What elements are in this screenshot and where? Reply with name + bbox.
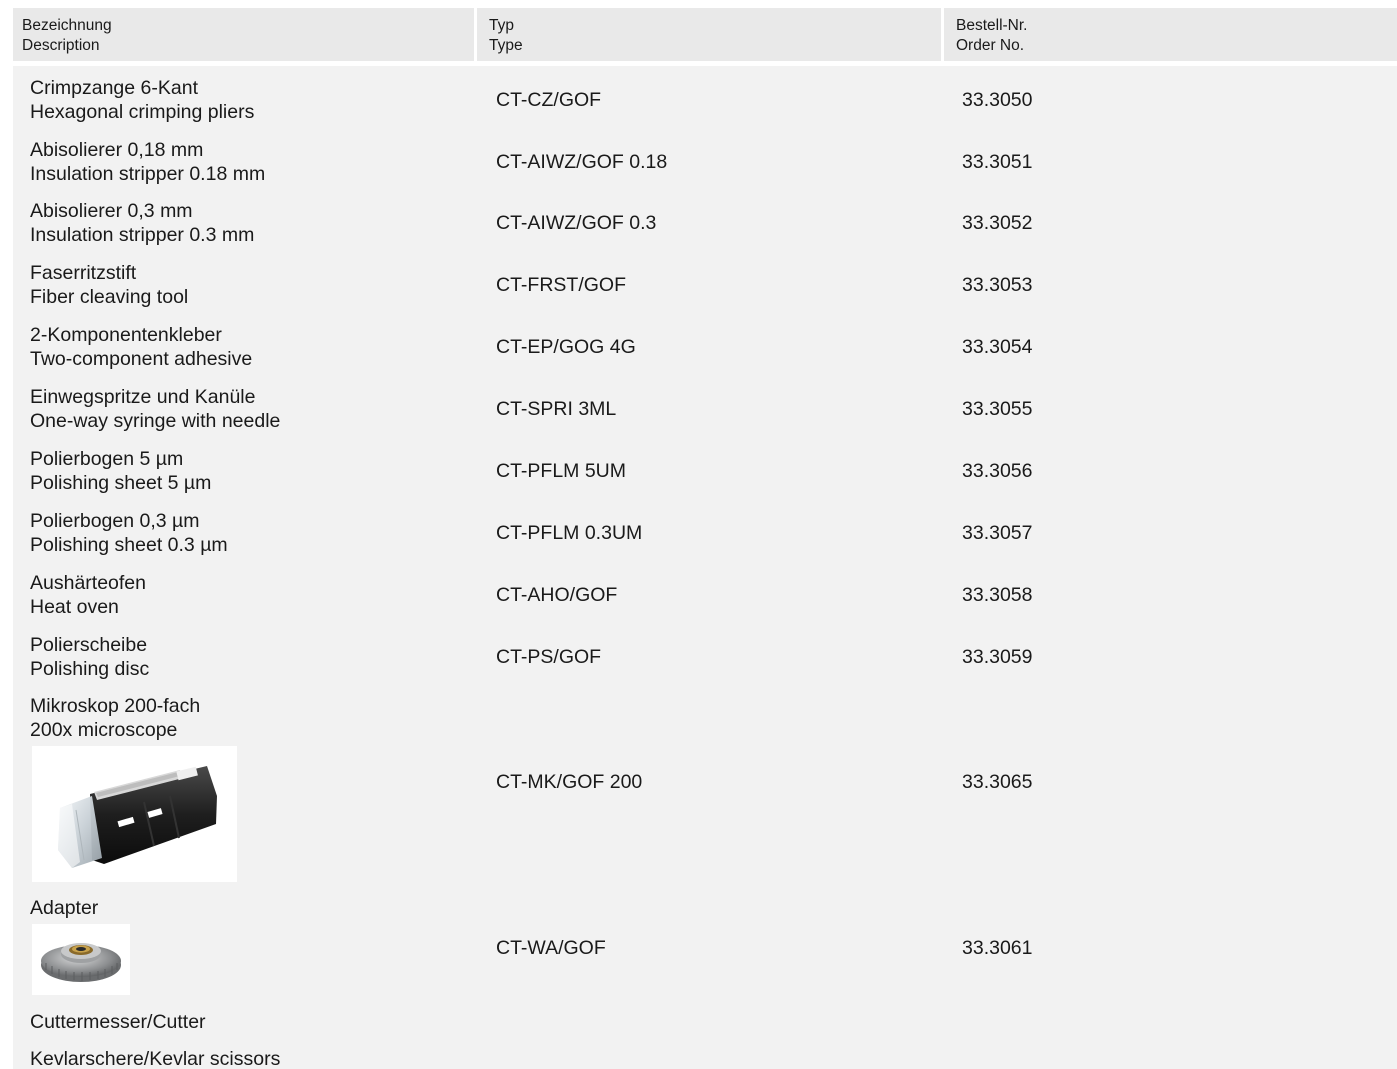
row-type: CT-WA/GOF: [496, 937, 606, 959]
row-description-en: Hexagonal crimping pliers: [30, 101, 255, 123]
row-description-en: Polishing sheet 0.3 µm: [30, 534, 228, 556]
table-row: [13, 694, 1397, 886]
row-order: 33.3058: [962, 584, 1033, 606]
row-description: [30, 633, 149, 681]
row-type: CT-PS/GOF: [496, 646, 602, 668]
header-description: [13, 8, 477, 61]
row-type: CT-PFLM 0.3UM: [496, 522, 643, 544]
table-row: [13, 199, 1397, 249]
table-row: [13, 323, 1397, 373]
row-order: 33.3065: [962, 771, 1033, 793]
row-description-de: Crimpzange 6-Kant: [30, 77, 198, 99]
row-description: [30, 323, 252, 371]
row-description: [30, 447, 211, 495]
row-description: [30, 76, 254, 124]
row-order: 33.3056: [962, 460, 1033, 482]
header-order-de: Bestell-Nr.: [956, 17, 1028, 34]
row-type: CT-AIWZ/GOF 0.18: [496, 151, 668, 173]
table-row: [13, 896, 1397, 998]
header-type-en: Type: [489, 37, 523, 54]
row-order: 33.3051: [962, 151, 1033, 173]
table-row: [13, 571, 1397, 621]
header-description-de: Bezeichnung: [22, 17, 112, 34]
header-type-de: Typ: [489, 17, 514, 34]
row-type: CT-EP/GOG 4G: [496, 336, 636, 358]
table-row: [13, 385, 1397, 435]
row-description-en: One-way syringe with needle: [30, 410, 281, 432]
row-type: CT-FRST/GOF: [496, 274, 626, 296]
row-description-de: Polierbogen 5 µm: [30, 448, 184, 470]
adapter-photo-icon: [32, 924, 130, 995]
row-description-de: Abisolierer 0,3 mm: [30, 200, 193, 222]
row-type: CT-SPRI 3ML: [496, 398, 617, 420]
row-description-en: Polishing sheet 5 µm: [30, 472, 212, 494]
row-description-en: 200x microscope: [30, 719, 178, 741]
table-row: [13, 1047, 1397, 1069]
row-order: 33.3053: [962, 274, 1033, 296]
table-row: [13, 138, 1397, 188]
table-row: [13, 509, 1397, 559]
row-description: [30, 1047, 280, 1069]
row-order: 33.3055: [962, 398, 1033, 420]
row-type: CT-PFLM 5UM: [496, 460, 627, 482]
table-row: [13, 76, 1397, 126]
row-description-de: Einwegspritze und Kanüle: [30, 386, 256, 408]
row-description: [30, 509, 228, 557]
row-type: CT-AIWZ/GOF 0.3: [496, 212, 657, 234]
row-description: [30, 199, 254, 247]
table-row: [13, 633, 1397, 683]
row-order: 33.3052: [962, 212, 1033, 234]
row-description: [30, 896, 98, 920]
row-description-en: Insulation stripper 0.18 mm: [30, 163, 266, 185]
row-description-en: Two-component adhesive: [30, 348, 253, 370]
row-order: 33.3050: [962, 89, 1033, 111]
row-description: [30, 571, 146, 619]
header-description-en: Description: [22, 37, 100, 54]
row-description-de: Polierscheibe: [30, 634, 148, 656]
row-description-en: Polishing disc: [30, 658, 150, 680]
table-row: [13, 261, 1397, 311]
row-description-de: Abisolierer 0,18 mm: [30, 139, 204, 161]
table-row: [13, 1010, 1397, 1036]
table-body: [13, 66, 1397, 1069]
row-order: 33.3057: [962, 522, 1033, 544]
row-description-en: Insulation stripper 0.3 mm: [30, 224, 255, 246]
row-description-de: Polierbogen 0,3 µm: [30, 510, 200, 532]
header-type: [480, 8, 944, 61]
header-order: [947, 8, 1397, 61]
row-description-de: Faserritzstift: [30, 262, 137, 284]
row-description-de: Kevlarschere/Kevlar scissors: [30, 1048, 281, 1069]
row-description-en: Heat oven: [30, 596, 119, 618]
table-header: [13, 8, 1397, 61]
row-order: 33.3061: [962, 937, 1033, 959]
row-description: [30, 261, 188, 309]
table-row: [13, 447, 1397, 497]
row-order: 33.3054: [962, 336, 1033, 358]
row-description-de: Adapter: [30, 897, 99, 919]
row-description: [30, 138, 265, 186]
header-order-en: Order No.: [956, 37, 1025, 54]
row-description: [30, 1010, 206, 1034]
row-description: [30, 385, 280, 433]
row-type: CT-AHO/GOF: [496, 584, 618, 606]
row-description-de: Cuttermesser/Cutter: [30, 1011, 206, 1033]
row-description: [30, 694, 200, 742]
row-description-de: 2-Komponentenkleber: [30, 324, 222, 346]
row-type: CT-CZ/GOF: [496, 89, 602, 111]
row-description-en: Fiber cleaving tool: [30, 286, 189, 308]
row-type: CT-MK/GOF 200: [496, 771, 643, 793]
row-order: 33.3059: [962, 646, 1033, 668]
row-description-de: Aushärteofen: [30, 572, 147, 594]
row-description-de: Mikroskop 200-fach: [30, 695, 201, 717]
microscope-photo-icon: [32, 746, 237, 882]
